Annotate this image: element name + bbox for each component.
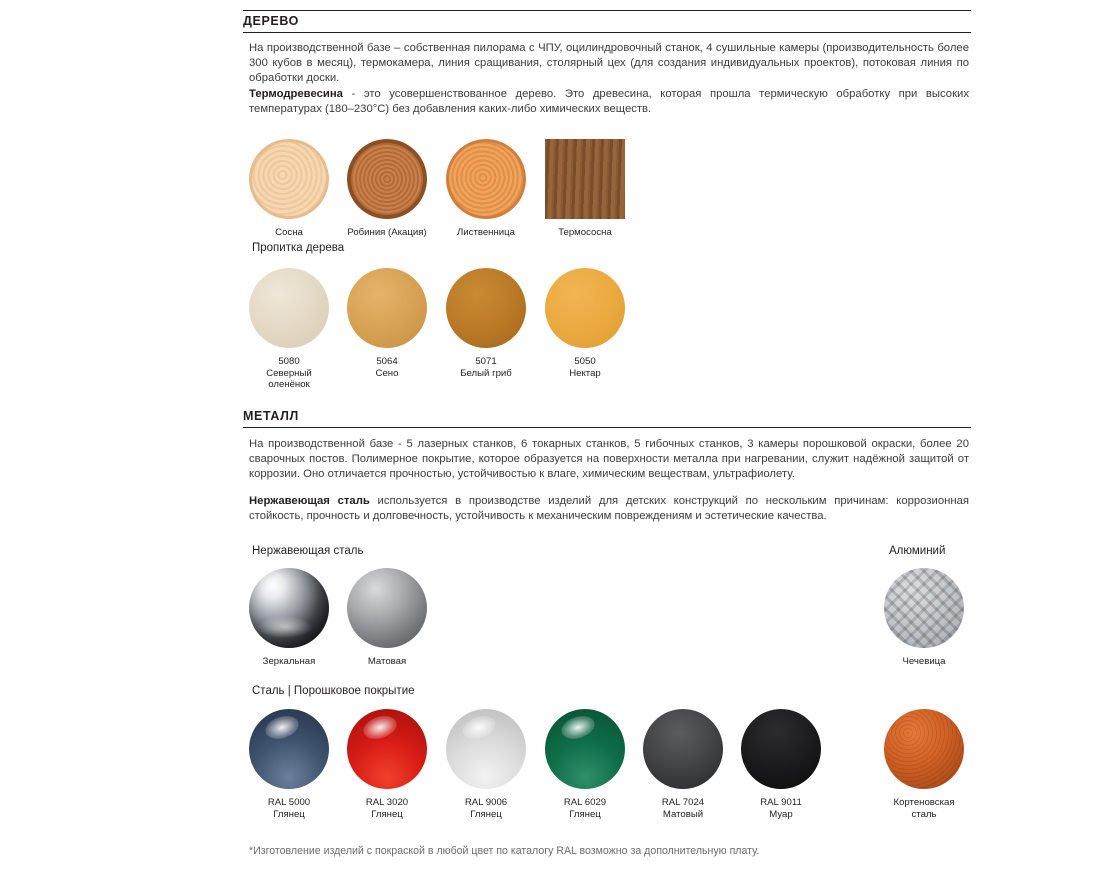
- wood-paragraph-1: На производственной базе – собственная пилорама с ЧПУ, оцилиндровочный станок, 4 сушильные камеры (производительность более 300 кубов в месяц), термокамера, линия сращивания, столярный цех (для создания индивидуальных проектов), потоковая линия по обработки доски.: [249, 42, 969, 85]
- aluminium-lentil-label: Чечевица: [902, 656, 946, 667]
- impregnation-5064-disc: [347, 268, 427, 348]
- impregnation-5071-code: 5071: [475, 356, 497, 367]
- label-stainless-steel: Нержавеющая сталь: [252, 545, 364, 557]
- swatch-wood-listvennica[interactable]: [436, 139, 536, 239]
- corten-steel-finish: сталь: [911, 808, 937, 820]
- ral-3020-disc: [347, 709, 427, 789]
- ral-9011-caption: [731, 797, 831, 820]
- swatch-impregnation-5064[interactable]: [337, 268, 437, 379]
- impregnation-5080-disc: [249, 268, 329, 348]
- ral-6029-disc: [545, 709, 625, 789]
- swatch-ral-3020[interactable]: [337, 709, 437, 820]
- swatch-aluminium-lentil[interactable]: [874, 568, 974, 668]
- stainless-mirror-disc: [249, 568, 329, 648]
- impregnation-5064-caption: [337, 356, 437, 379]
- wood-paragraph-2: [249, 87, 969, 117]
- swatch-wood-robinia[interactable]: [337, 139, 437, 239]
- swatch-corten-steel[interactable]: [874, 709, 974, 820]
- ral-3020-caption: [337, 797, 437, 820]
- impregnation-5071-caption: [436, 356, 536, 379]
- corten-steel-caption: [874, 797, 974, 820]
- wood-listvennica-label: Лиственница: [457, 227, 515, 238]
- impregnation-5071-disc: [446, 268, 526, 348]
- wood-termososna-label: Термососна: [558, 227, 612, 238]
- impregnation-5071-name: Белый гриб: [460, 367, 512, 379]
- stainless-matte-label: Матовая: [367, 656, 407, 667]
- impregnation-5080-caption: [239, 356, 339, 391]
- ral-7024-caption: [633, 797, 733, 820]
- swatch-impregnation-5050[interactable]: [535, 268, 635, 379]
- ral-9006-disc: [446, 709, 526, 789]
- section-title-wood: ДЕРЕВО: [243, 14, 299, 28]
- swatch-wood-sosna[interactable]: [239, 139, 339, 239]
- wood-paragraph-2-lead: Термодревесина: [249, 88, 343, 100]
- ral-9006-finish: Глянец: [470, 808, 502, 820]
- ral-5000-caption: [239, 797, 339, 820]
- top-divider: [243, 10, 971, 11]
- ral-3020-code: RAL 3020: [365, 797, 409, 808]
- section-title-metal: МЕТАЛЛ: [243, 409, 299, 423]
- ral-5000-disc: [249, 709, 329, 789]
- swatch-stainless-matte[interactable]: [337, 568, 437, 668]
- swatch-impregnation-5080[interactable]: [239, 268, 339, 391]
- ral-9006-caption: [436, 797, 536, 820]
- ral-7024-code: RAL 7024: [661, 797, 705, 808]
- ral-5000-finish: Глянец: [273, 808, 305, 820]
- swatch-ral-6029[interactable]: [535, 709, 635, 820]
- impregnation-5064-code: 5064: [376, 356, 398, 367]
- impregnation-5050-code: 5050: [574, 356, 596, 367]
- impregnation-5050-name: Нектар: [569, 367, 601, 379]
- corten-steel-code: Кортеновская: [893, 797, 955, 808]
- wood-listvennica-disc: [446, 139, 526, 219]
- ral-9011-disc: [741, 709, 821, 789]
- swatch-ral-5000[interactable]: [239, 709, 339, 820]
- ral-3020-finish: Глянец: [371, 808, 403, 820]
- impregnation-5050-disc: [545, 268, 625, 348]
- impregnation-5064-name: Сено: [375, 367, 399, 379]
- wood-sosna-label: Сосна: [275, 227, 303, 238]
- impregnation-5050-caption: [535, 356, 635, 379]
- section-rule-wood: [243, 32, 971, 33]
- wood-termososna-disc: [545, 139, 625, 219]
- metal-paragraph-1: На производственной базе - 5 лазерных станков, 6 токарных станков, 5 гибочных станков, 3 камеры порошковой окраски, более 20 сварочных постов. Полимерное покрытие, которое образуется на поверхности металла при нагревании, служит надёжной защитой от коррозии. Оно отличается прочностью, устойчивостью к влаге, химическим веществам, ультрафиолету.: [249, 438, 969, 481]
- wood-robinia-disc: [347, 139, 427, 219]
- ral-7024-finish: Матовый: [662, 808, 704, 820]
- impregnation-5080-name: Северный: [266, 367, 312, 379]
- aluminium-lentil-disc: [884, 568, 964, 648]
- wood-sosna-disc: [249, 139, 329, 219]
- ral-6029-code: RAL 6029: [563, 797, 607, 808]
- ral-6029-caption: [535, 797, 635, 820]
- metal-paragraph-2-lead: Нержавеющая сталь: [249, 495, 370, 507]
- swatch-ral-9006[interactable]: [436, 709, 536, 820]
- corten-steel-disc: [884, 709, 964, 789]
- ral-7024-disc: [643, 709, 723, 789]
- impregnation-5080-name2: оленёнок: [268, 379, 310, 391]
- section-rule-metal: [243, 427, 971, 428]
- ral-9011-code: RAL 9011: [760, 797, 802, 808]
- swatch-wood-termososna[interactable]: [535, 139, 635, 239]
- metal-paragraph-2: [249, 494, 969, 524]
- ral-5000-code: RAL 5000: [267, 797, 311, 808]
- wood-paragraph-2-rest: - это усовершенствованное дерево. Это древесина, которая прошла термическую обработку при высоких температурах (180–230°C) без добавления каких-либо химических веществ.: [249, 88, 969, 116]
- ral-6029-finish: Глянец: [569, 808, 601, 820]
- footnote-ral: *Изготовление изделий с покраской в любой цвет по каталогу RAL возможно за дополнительную плату.: [249, 845, 760, 857]
- label-wood-impregnation: Пропитка дерева: [252, 242, 345, 254]
- swatch-impregnation-5071[interactable]: [436, 268, 536, 379]
- section-header-wood: [243, 14, 971, 33]
- swatch-ral-9011[interactable]: [731, 709, 831, 820]
- impregnation-5080-code: 5080: [278, 356, 300, 367]
- label-powder-coating: Сталь | Порошковое покрытие: [252, 685, 415, 697]
- ral-9011-finish: Муар: [769, 808, 793, 820]
- label-aluminium: Алюминий: [889, 545, 946, 557]
- ral-9006-code: RAL 9006: [464, 797, 508, 808]
- wood-robinia-label: Робиния (Акация): [347, 227, 427, 238]
- section-header-metal: [243, 409, 971, 428]
- metal-paragraph-2-rest: используется в производстве изделий для детских конструкций по нескольким причинам: коррозионная стойкость, прочность и долговечность, устойчивость к механическим повреждениям и эстетические качества.: [249, 495, 969, 523]
- stainless-mirror-label: Зеркальная: [262, 656, 316, 667]
- swatch-stainless-mirror[interactable]: [239, 568, 339, 668]
- stainless-matte-disc: [347, 568, 427, 648]
- swatch-ral-7024[interactable]: [633, 709, 733, 820]
